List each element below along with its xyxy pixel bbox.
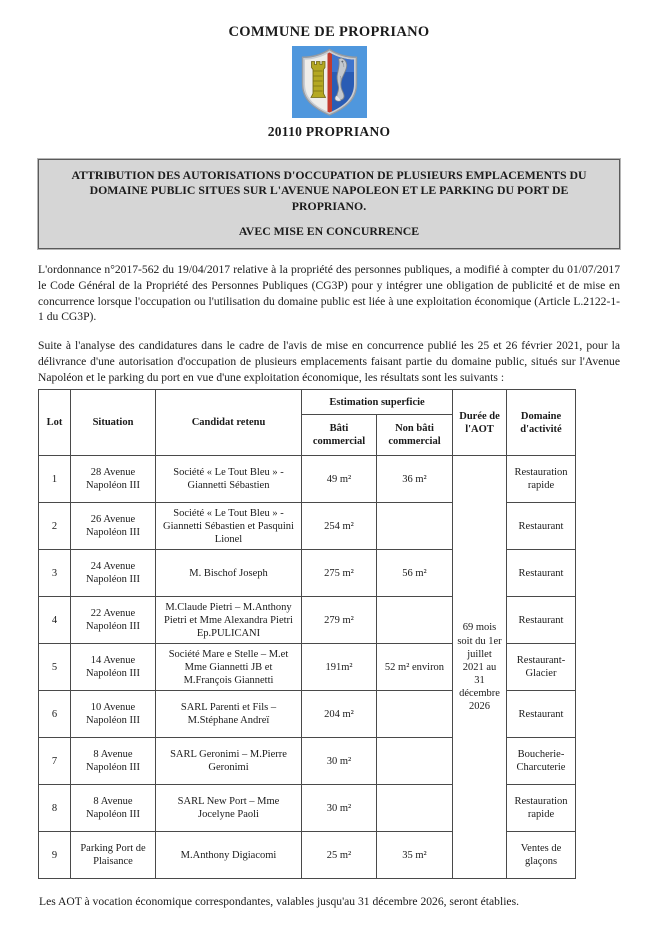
cell-situation: 8 Avenue Napoléon III [71,785,156,832]
cell-situation: 24 Avenue Napoléon III [71,550,156,597]
paragraph-resultats-intro: Suite à l'analyse des candidatures dans le cadre de l'avis de mise en concurrence publié les 25 et 26 février 2021, pour la délivrance d'une autorisation d'occupation de plusieurs emplacements faisant partie du domaine public, situés sur l'Avenue Napoléon et le parking du port en vue d'une exploitation économique, les résultats sont les suivants : [38,339,620,384]
cell-candidat: SARL New Port – Mme Jocelyne Paoli [156,785,302,832]
cell-bati: 275 m² [302,550,377,597]
cell-situation: 10 Avenue Napoléon III [71,691,156,738]
col-header-lot: Lot [39,390,71,456]
cell-bati: 204 m² [302,691,377,738]
cell-non-bati: 56 m² [377,550,453,597]
cell-lot: 1 [39,456,71,503]
cell-lot: 3 [39,550,71,597]
postal-city: 20110 PROPRIANO [267,124,391,139]
cell-bati: 191m² [302,644,377,691]
cell-duree-merged: 69 mois soit du 1er juillet 2021 au 31 décembre 2026 [453,456,507,879]
cell-domaine: Restaurant-Glacier [507,644,576,691]
cell-candidat: Société « Le Tout Bleu » - Giannetti Sébastien [156,456,302,503]
cell-situation: 26 Avenue Napoléon III [71,503,156,550]
results-table-body [39,456,576,879]
cell-bati: 30 m² [302,785,377,832]
cell-lot: 2 [39,503,71,550]
col-header-bati: Bâti commercial [302,415,377,456]
col-header-duree: Durée de l'AOT [453,390,507,456]
paragraph-ordonnance: L'ordonnance n°2017-562 du 19/04/2017 relative à la propriété des personnes publiques, a modifié à compter du 01/07/2017 le Code Général de la Propriété des Personnes Publiques (CG3P) pour y intégrer une obligation de publicité et de mise en concurrence lorsque l'occupation ou l'utilisation du domaine public est liée à une exploitation économique (Article L.2122-1-1 du CG3P). [38,262,620,324]
cell-bati: 254 m² [302,503,377,550]
cell-non-bati [377,503,453,550]
cell-non-bati [377,691,453,738]
cell-candidat: M. Bischof Joseph [156,550,302,597]
cell-domaine: Restaurant [507,550,576,597]
col-header-domaine: Domaine d'activité [507,390,576,456]
table-row [39,456,576,503]
cell-lot: 7 [39,738,71,785]
col-header-situation: Situation [71,390,156,456]
cell-candidat: M.Anthony Digiacomi [156,832,302,879]
cell-non-bati: 35 m² [377,832,453,879]
cell-lot: 5 [39,644,71,691]
cell-domaine: Restaurant [507,691,576,738]
cell-candidat: SARL Geronimi – M.Pierre Geronimi [156,738,302,785]
propriano-shield-icon [292,46,367,118]
cell-situation: 14 Avenue Napoléon III [71,644,156,691]
notice-box [38,159,620,249]
cell-lot: 6 [39,691,71,738]
cell-non-bati [377,785,453,832]
cell-situation: Parking Port de Plaisance [71,832,156,879]
results-table [38,389,576,879]
commune-title: COMMUNE DE PROPRIANO [228,24,430,40]
cell-bati: 25 m² [302,832,377,879]
cell-domaine: Restaurant [507,597,576,644]
cell-lot: 4 [39,597,71,644]
notice-subtitle: AVEC MISE EN CONCURRENCE [238,223,420,238]
cell-domaine: Restaurant [507,503,576,550]
cell-bati: 30 m² [302,738,377,785]
cell-situation: 8 Avenue Napoléon III [71,738,156,785]
table-header-row-1 [39,390,576,415]
col-header-non-bati: Non bâti commercial [377,415,453,456]
tower-emblem [311,62,326,98]
cell-candidat: Société Mare e Stelle – M.et Mme Giannetti JB et M.François Giannetti [156,644,302,691]
cell-lot: 9 [39,832,71,879]
cell-non-bati: 52 m² environ [377,644,453,691]
cell-situation: 22 Avenue Napoléon III [71,597,156,644]
cell-non-bati: 36 m² [377,456,453,503]
cell-non-bati [377,738,453,785]
cell-bati: 49 m² [302,456,377,503]
cell-situation: 28 Avenue Napoléon III [71,456,156,503]
cell-domaine: Restauration rapide [507,785,576,832]
notice-title: ATTRIBUTION DES AUTORISATIONS D'OCCUPATION DE PLUSIEURS EMPLACEMENTS DU DOMAINE PUBLIC SITUES SUR L'AVENUE NAPOLEON ET LE PARKING DU PORT DE PROPRIANO. [71,168,587,213]
cell-candidat: Société « Le Tout Bleu » - Giannetti Sébastien et Pasquini Lionel [156,503,302,550]
cell-non-bati [377,597,453,644]
cell-lot: 8 [39,785,71,832]
coat-of-arms-logo [38,46,620,118]
cell-domaine: Boucherie-Charcuterie [507,738,576,785]
cell-bati: 279 m² [302,597,377,644]
cell-candidat: SARL Parenti et Fils – M.Stéphane Andreï [156,691,302,738]
footer-note: Les AOT à vocation économique correspondantes, valables jusqu'au 31 décembre 2026, seront établies. [39,895,519,909]
col-header-estimation: Estimation superficie [302,390,453,415]
cell-domaine: Ventes de glaçons [507,832,576,879]
cell-candidat: M.Claude Pietri – M.Anthony Pietri et Mme Alexandra Pietri Ep.PULICANI [156,597,302,644]
col-header-candidat: Candidat retenu [156,390,302,456]
cell-domaine: Restauration rapide [507,456,576,503]
